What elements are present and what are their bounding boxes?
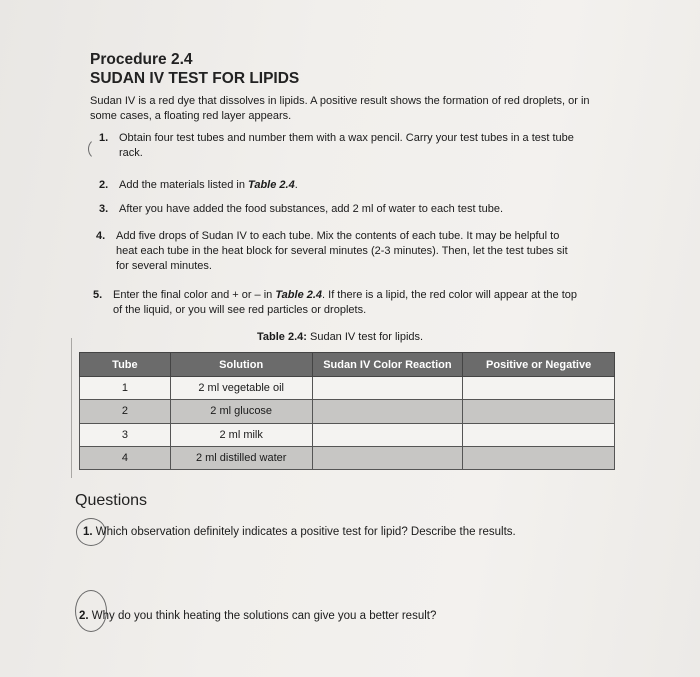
step-number: 1. [99, 132, 109, 144]
table-reference: Table 2.4 [275, 289, 323, 301]
intro-paragraph: Sudan IV is a red dye that dissolves in lipids. A positive result shows the formation of red droplets, or in some cases, a floating red layer appears. [90, 95, 590, 122]
question-number: 2. [79, 610, 89, 622]
table-row [80, 377, 615, 400]
step-line: for several minutes. [116, 260, 212, 272]
step-text [119, 131, 574, 161]
solution-cell: 2 ml distilled water [170, 446, 312, 469]
step-number: 3. [99, 203, 109, 215]
header-positive-negative: Positive or Negative [463, 353, 615, 377]
question-1 [83, 526, 516, 538]
step-line: Add five drops of Sudan IV to each tube. Mix the contents of each tube. It may be helpful to [116, 230, 560, 242]
step-line: Obtain four test tubes and number them with a wax pencil. Carry your test tubes in a test tube [119, 132, 574, 144]
color-reaction-cell[interactable] [312, 446, 463, 469]
question-text: Which observation definitely indicates a positive test for lipid? Describe the results. [92, 526, 516, 538]
procedure-title: Procedure 2.4 [90, 51, 193, 68]
step-line: Enter the final color and + or – in [113, 289, 276, 301]
table-row [80, 400, 615, 423]
solution-cell: 2 ml vegetable oil [170, 377, 312, 400]
header-tube: Tube [80, 353, 171, 377]
table-reference: Table 2.4 [248, 179, 295, 191]
table-caption-text: Sudan IV test for lipids. [306, 331, 424, 343]
table-header-row [80, 353, 615, 377]
solution-cell: 2 ml milk [170, 423, 312, 446]
step-text [116, 229, 568, 274]
step-text [113, 288, 577, 318]
results-table [79, 352, 615, 470]
step-line: Add the materials listed in [119, 179, 249, 191]
table-caption-label: Table 2.4: [257, 331, 307, 343]
result-cell[interactable] [463, 400, 615, 423]
table-row [80, 446, 615, 469]
question-number: 1. [83, 526, 93, 538]
result-cell[interactable] [463, 423, 615, 446]
questions-heading: Questions [75, 492, 148, 509]
question-2 [79, 610, 436, 622]
procedure-subtitle: SUDAN IV TEST FOR LIPIDS [90, 70, 300, 87]
tube-number: 4 [80, 446, 171, 469]
question-text: Why do you think heating the solutions can give you a better result? [88, 610, 437, 622]
result-cell[interactable] [463, 446, 615, 469]
step-line: heat each tube in the heat block for several minutes (2-3 minutes). Then, let the test tubes sit [116, 245, 568, 257]
tube-number: 1 [80, 377, 171, 400]
step-text: After you have added the food substances, add 2 ml of water to each test tube. [119, 203, 504, 215]
table-caption [257, 331, 423, 343]
step-line: of the liquid, or you will see red particles or droplets. [113, 304, 367, 316]
tube-number: 2 [80, 400, 171, 423]
header-solution: Solution [170, 353, 312, 377]
result-cell[interactable] [463, 377, 615, 400]
handwritten-circle-mark [88, 138, 110, 160]
step-line: . [294, 179, 298, 191]
tube-number: 3 [80, 423, 171, 446]
solution-cell: 2 ml glucose [170, 400, 312, 423]
step-line: . If there is a lipid, the red color will appear at the top [322, 289, 578, 301]
table-row [80, 423, 615, 446]
color-reaction-cell[interactable] [312, 377, 463, 400]
step-line: rack. [119, 147, 143, 159]
step-text [119, 178, 298, 193]
color-reaction-cell[interactable] [312, 400, 463, 423]
margin-mark [71, 338, 72, 478]
color-reaction-cell[interactable] [312, 423, 463, 446]
step-number: 5. [93, 289, 103, 301]
header-color-reaction: Sudan IV Color Reaction [312, 353, 463, 377]
step-number: 2. [99, 179, 109, 191]
step-number: 4. [96, 230, 106, 242]
